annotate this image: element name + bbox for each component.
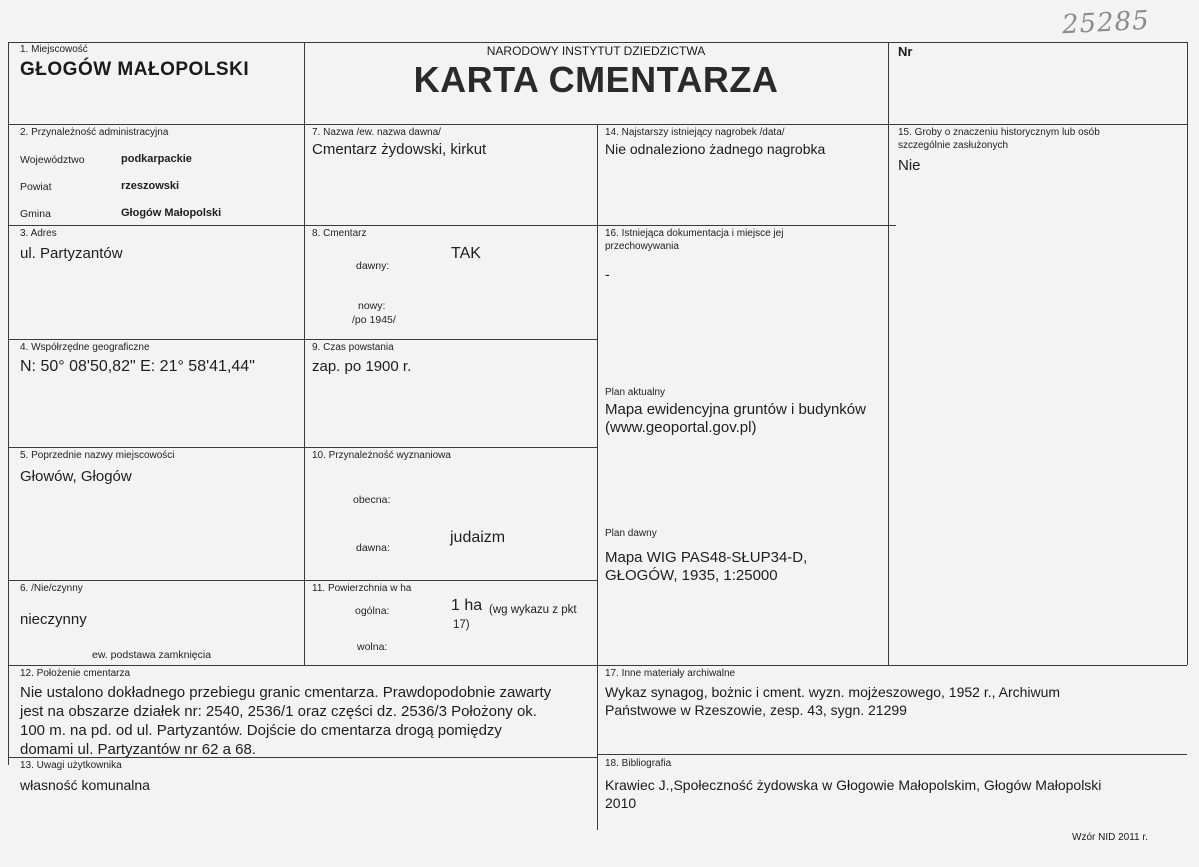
form-template-note: Wzór NID 2011 r. <box>1072 832 1148 843</box>
plan-dawny-line2: GŁOGÓW, 1935, 1:25000 <box>605 567 778 584</box>
f16-dash: - <box>605 266 610 282</box>
f4-label: 4. Współrzędne geograficzne <box>20 342 150 353</box>
f13-value: własność komunalna <box>20 777 150 793</box>
f12-line1: Nie ustalono dokładnego przebiegu granic cmentarza. Prawdopodobnie zawarty <box>20 684 552 701</box>
divider-bottom-right <box>597 754 1187 755</box>
f6-sub: ew. podstawa zamknięcia <box>92 649 212 661</box>
plan-dawny-line1: Mapa WIG PAS48-SŁUP34-D, <box>605 549 808 566</box>
f12-line2: jest na obszarze działek nr: 2540, 2536/1 oraz części dz. 2536/3 Położony ok. <box>20 703 537 720</box>
divider-col3 <box>597 124 598 665</box>
f12-label: 12. Położenie cmentarza <box>20 668 131 679</box>
f1-value: GŁOGÓW MAŁOPOLSKI <box>20 59 250 80</box>
border-right <box>1187 42 1188 665</box>
page-title: KARTA CMENTARZA <box>413 59 779 100</box>
f1-label: 1. Miejscowość <box>20 44 88 55</box>
f10-dawna-label: dawna: <box>356 542 390 554</box>
divider-col2 <box>888 42 889 665</box>
f15-label-line1: 15. Groby o znaczeniu historycznym lub osób <box>898 127 1100 138</box>
f10-dawna-value: judaizm <box>450 529 506 546</box>
plan-aktualny-label: Plan aktualny <box>605 387 666 398</box>
f18-line1: Krawiec J.,Społeczność żydowska w Głogowie Małopolskim, Głogów Małopolski <box>605 777 1102 793</box>
f2-value-wojewodztwo: podkarpackie <box>121 153 192 165</box>
f8-nowy-label: nowy: <box>358 300 386 312</box>
divider-left-3 <box>8 447 597 448</box>
f16-label-line1: 16. Istniejąca dokumentacja i miejsce jej <box>605 228 784 239</box>
f7-label: 7. Nazwa /ew. nazwa dawna/ <box>312 127 441 138</box>
divider-left-1 <box>8 225 896 226</box>
f11-ogolna-value: 1 ha <box>451 597 483 614</box>
f2-value-powiat: rzeszowski <box>121 180 180 192</box>
f13-label: 13. Uwagi użytkownika <box>20 760 122 771</box>
handwritten-number: 25285 <box>1061 5 1151 41</box>
f2-value-gmina: Głogów Małopolski <box>121 207 222 219</box>
divider-col1 <box>304 42 305 665</box>
f12-line4: domami ul. Partyzantów nr 62 a 68. <box>20 741 256 758</box>
divider-bottom-mid <box>597 665 598 830</box>
f11-wolna-label: wolna: <box>357 641 388 653</box>
f11-ogolna-note: (wg wykazu z pkt 17) <box>453 604 577 631</box>
border-left <box>8 42 9 765</box>
f2-key-powiat: Powiat <box>20 181 52 193</box>
f18-line2: 2010 <box>605 795 637 811</box>
f5-label: 5. Poprzednie nazwy miejscowości <box>20 450 175 461</box>
f6-label: 6. /Nie/czynny <box>20 583 83 594</box>
f15-label-line2: szczególnie zasłużonych <box>898 140 1009 151</box>
f15-value: Nie <box>898 157 921 174</box>
divider-left-4 <box>8 580 597 581</box>
f11-label: 11. Powierzchnia w ha <box>312 583 412 594</box>
f11-ogolna-label: ogólna: <box>355 605 390 617</box>
border-top <box>8 42 1187 43</box>
plan-dawny-label: Plan dawny <box>605 528 657 539</box>
f3-label: 3. Adres <box>20 228 57 239</box>
divider-left-2 <box>8 339 597 340</box>
f9-value: zap. po 1900 r. <box>312 358 412 375</box>
nr-label: Nr <box>898 44 913 59</box>
f17-line2: Państwowe w Rzeszowie, zesp. 43, sygn. 21299 <box>605 702 907 718</box>
f10-label: 10. Przynależność wyznaniowa <box>312 450 451 461</box>
f5-value: Głowów, Głogów <box>20 468 132 485</box>
f7-value: Cmentarz żydowski, kirkut <box>312 141 487 158</box>
f9-label: 9. Czas powstania <box>312 342 394 353</box>
f3-value: ul. Partyzantów <box>20 245 123 262</box>
f16-label-line2: przechowywania <box>605 241 679 252</box>
f8-dawny-value: TAK <box>451 245 481 262</box>
f4-value: N: 50° 08'50,82" E: 21° 58'41,44" <box>20 358 255 375</box>
f8-dawny-label: dawny: <box>356 260 390 272</box>
plan-aktualny-line1: Mapa ewidencyjna gruntów i budynków <box>605 401 866 418</box>
f2-key-wojewodztwo: Województwo <box>20 154 85 166</box>
f14-value: Nie odnaleziono żadnego nagrobka <box>605 141 826 157</box>
f17-label: 17. Inne materiały archiwalne <box>605 668 736 679</box>
f2-label: 2. Przynależność administracyjna <box>20 127 169 138</box>
f14-label: 14. Najstarszy istniejący nagrobek /data/ <box>605 127 785 138</box>
institute-name: NARODOWY INSTYTUT DZIEDZICTWA <box>486 44 706 58</box>
f2-key-gmina: Gmina <box>20 208 51 220</box>
plan-aktualny-line2: (www.geoportal.gov.pl) <box>605 419 757 436</box>
f18-label: 18. Bibliografia <box>605 758 672 769</box>
f8-nowy-sub: /po 1945/ <box>352 314 396 326</box>
f6-value: nieczynny <box>20 611 87 628</box>
f12-line3: 100 m. na pd. od ul. Partyzantów. Dojście do cmentarza drogą pomiędzy <box>20 722 502 739</box>
f8-label: 8. Cmentarz <box>312 228 367 239</box>
f17-line1: Wykaz synagog, bożnic i cment. wyzn. mojżeszowego, 1952 r., Archiwum <box>605 684 1061 700</box>
f10-obecna-label: obecna: <box>353 494 391 506</box>
